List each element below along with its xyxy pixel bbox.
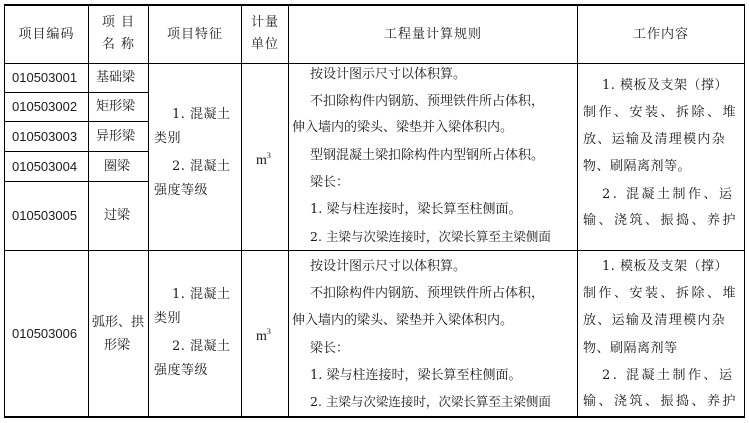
row-code: 010503004 (12, 159, 78, 174)
unit-superscript: 3 (266, 151, 271, 160)
row-code: 010503003 (12, 129, 78, 144)
work-line: 制作、安装、拆除、堆 (583, 286, 739, 301)
row-name: 矩形梁 (96, 99, 136, 114)
work-line: 放、运输及清理模内杂 (583, 132, 727, 147)
rule-header-bottom (4, 63, 745, 64)
row-name: 圈梁 (104, 159, 131, 174)
row-name: 过梁 (104, 208, 131, 223)
work-line: 输、浇筑、振捣、养护 (583, 394, 739, 409)
feature-line: 强度等级 (154, 183, 209, 198)
feature-line: 类别 (154, 131, 182, 146)
header-rule: 工程量计算规则 (383, 27, 482, 42)
rule-line: 梁长： (310, 341, 350, 356)
work-line: 2. 混凝土制作、运 (602, 187, 735, 202)
row-name: 基础梁 (96, 70, 136, 85)
unit-text: m (256, 153, 267, 168)
feature-line: 1. 混凝土 (172, 107, 231, 122)
rule-line: 不扣除构件内钢筋、预埋铁件所占体积， (310, 286, 545, 301)
rule-line: 型钢混凝土梁扣除构件内型钢所占体积。 (310, 148, 545, 163)
unit-superscript: 3 (266, 327, 271, 336)
header-name-line1: 项 目 (101, 15, 136, 30)
rule-col3 (241, 4, 242, 418)
unit-cell (256, 148, 271, 169)
row-name-line2: 形梁 (104, 338, 131, 353)
row-name-line1: 弧形、拱 (92, 315, 145, 330)
rule-line: 2. 主梁与次梁连接时，次梁长算至主梁侧面 (310, 229, 551, 244)
rule-line: 伸入墙内的梁头、梁垫并入梁体积内。 (292, 313, 514, 328)
row-code: 010503006 (12, 326, 78, 341)
row-code: 010503002 (12, 99, 78, 114)
rule-line: 梁长： (310, 175, 350, 190)
header-feature: 项目特征 (166, 27, 223, 42)
rule-line: 伸入墙内的梁头、梁垫并入梁体积内。 (292, 120, 514, 135)
rule-row3 (4, 151, 149, 152)
work-line: 1. 模板及支架（撑） (602, 259, 729, 274)
rule-row2 (4, 121, 149, 122)
work-line: 物、刷隔离剂等。 (583, 159, 692, 174)
rule-col2 (148, 4, 149, 418)
header-unit-line2: 单位 (250, 37, 279, 52)
work-line: 2. 混凝土制作、运 (602, 368, 735, 383)
header-name-line2: 名 称 (101, 37, 136, 52)
row-name: 异形梁 (96, 129, 136, 144)
work-line: 输、浇筑、振捣、养护 (583, 213, 739, 228)
feature-line: 2. 混凝土 (172, 339, 231, 354)
rule-col1 (88, 4, 89, 418)
row-code: 010503005 (12, 208, 78, 223)
unit-cell (256, 324, 271, 345)
rule-line: 1. 梁与柱连接时，梁长算至柱侧面。 (310, 368, 522, 383)
rule-left (4, 4, 5, 418)
work-line: 1. 模板及支架（撑） (602, 78, 729, 93)
feature-line: 2. 混凝土 (172, 159, 231, 174)
feature-line: 强度等级 (154, 363, 209, 378)
feature-line: 类别 (154, 311, 182, 326)
rule-right (744, 4, 745, 418)
work-line: 物、刷隔离剂等 (583, 341, 678, 356)
feature-line: 1. 混凝土 (172, 287, 231, 302)
header-work: 工作内容 (632, 27, 689, 42)
rule-bottom (4, 416, 745, 418)
rule-line: 按设计图示尺寸以体积算。 (310, 67, 467, 82)
rule-row1 (4, 92, 149, 93)
rule-group-split (4, 250, 745, 251)
rule-line: 2. 主梁与次梁连接时，次梁长算至主梁侧面 (310, 394, 551, 409)
header-unit-line1: 计量 (250, 15, 279, 30)
rule-line: 按设计图示尺寸以体积算。 (310, 259, 467, 274)
work-line: 制作、安装、拆除、堆 (583, 105, 739, 120)
rule-line: 1. 梁与柱连接时，梁长算至柱侧面。 (310, 202, 522, 217)
header-code: 项目编码 (18, 27, 75, 42)
rule-col4 (288, 4, 289, 418)
rule-top (4, 4, 745, 6)
rule-row4 (4, 181, 149, 182)
work-line: 放、运输及清理模内杂 (583, 313, 727, 328)
rule-col5 (577, 4, 578, 418)
row-code: 010503001 (12, 70, 78, 85)
unit-text: m (256, 329, 267, 344)
rule-line: 不扣除构件内钢筋、预埋铁件所占体积， (310, 94, 545, 109)
